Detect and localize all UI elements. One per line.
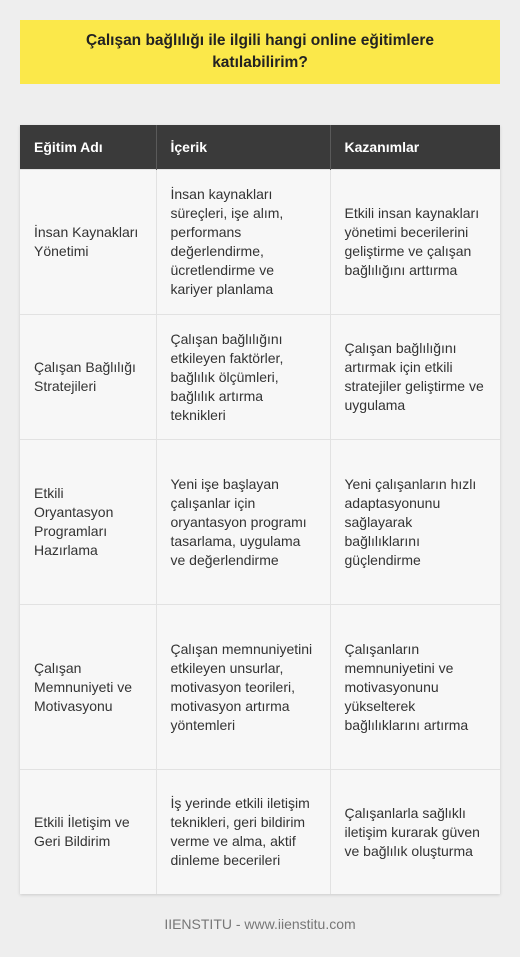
header-content: İçerik <box>156 125 330 170</box>
cell-training-name: İnsan Kaynakları Yönetimi <box>20 170 156 315</box>
table-row <box>20 605 500 770</box>
cell-gains: Yeni çalışanların hızlı adaptasyonunu sağlayarak bağlılıklarını güçlendirme <box>330 440 500 605</box>
table-header-row <box>20 125 500 170</box>
table-row <box>20 440 500 605</box>
cell-training-name: Etkili İletişim ve Geri Bildirim <box>20 770 156 895</box>
cell-training-name: Etkili Oryantasyon Programları Hazırlama <box>20 440 156 605</box>
cell-gains: Çalışan bağlılığını artırmak için etkili stratejiler geliştirme ve uygulama <box>330 315 500 440</box>
cell-training-name: Çalışan Bağlılığı Stratejileri <box>20 315 156 440</box>
cell-content: Çalışan bağlılığını etkileyen faktörler, bağlılık ölçümleri, bağlılık artırma teknikleri <box>156 315 330 440</box>
training-table <box>20 125 500 894</box>
cell-gains: Çalışanların memnuniyetini ve motivasyonunu yükselterek bağlılıklarını artırma <box>330 605 500 770</box>
cell-gains: Çalışanlarla sağlıklı iletişim kurarak güven ve bağlılık oluşturma <box>330 770 500 895</box>
cell-content: Çalışan memnuniyetini etkileyen unsurlar, motivasyon teorileri, motivasyon artırma yöntemleri <box>156 605 330 770</box>
header-training-name: Eğitim Adı <box>20 125 156 170</box>
header-gains: Kazanımlar <box>330 125 500 170</box>
table-row <box>20 170 500 315</box>
cell-content: İş yerinde etkili iletişim teknikleri, geri bildirim verme ve alma, aktif dinleme becerileri <box>156 770 330 895</box>
title-banner <box>20 20 500 84</box>
cell-content: Yeni işe başlayan çalışanlar için oryantasyon programı tasarlama, uygulama ve değerlendirme <box>156 440 330 605</box>
footer-credit: IIENSTITU - www.iienstitu.com <box>164 916 356 932</box>
cell-gains: Etkili insan kaynakları yönetimi becerilerini geliştirme ve çalışan bağlılığını arttırma <box>330 170 500 315</box>
table-row <box>20 315 500 440</box>
cell-content: İnsan kaynakları süreçleri, işe alım, performans değerlendirme, ücretlendirme ve kariyer planlama <box>156 170 330 315</box>
cell-training-name: Çalışan Memnuniyeti ve Motivasyonu <box>20 605 156 770</box>
table-row <box>20 770 500 895</box>
page-title: Çalışan bağlılığı ile ilgili hangi online eğitimlere katılabilirim? <box>86 31 434 71</box>
